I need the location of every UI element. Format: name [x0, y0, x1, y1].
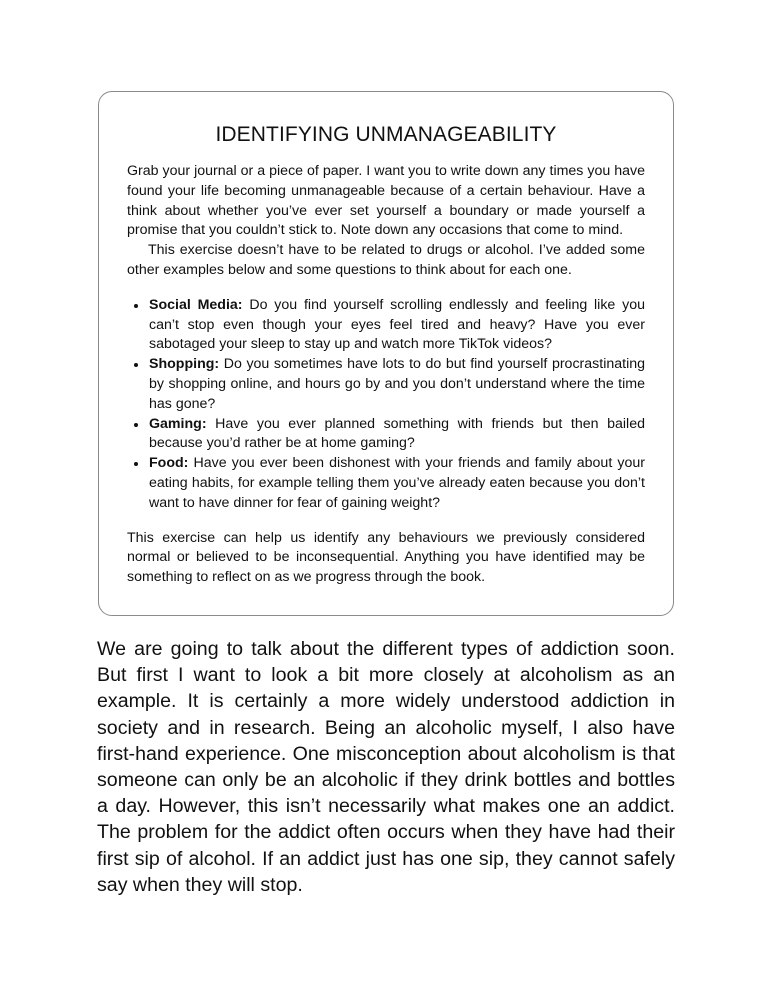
list-item-text: Do you find yourself scrolling endlessly and feeling like you can’t stop even though your eyes feel tired and heavy? Have you ever sabotaged your sleep to stay up and watch more TikTok videos? — [149, 296, 646, 353]
list-item-text: Have you ever been dishonest with your friends and family about your eating habits, for example telling them you’ve already eaten because you don’t want to have dinner for fear of gaining weight? — [149, 455, 645, 511]
list-item-label: Shopping: — [149, 356, 220, 373]
list-item — [148, 296, 645, 355]
exercise-intro-second: This exercise doesn’t have to be related to drugs or alcohol. I’ve added some other examples below and some questions to think about for each one. — [127, 242, 645, 278]
examples-list — [127, 296, 645, 514]
list-item — [148, 454, 645, 513]
list-item-text: Do you sometimes have lots to do but find yourself procrastinating by shopping online, and hours go by and you don’t understand where the time has gone? — [149, 356, 645, 412]
exercise-closing: This exercise can help us identify any behaviours we previously considered normal or believed to be inconsequential. Anything you have identified may be something to reflect on as we progress through the book. — [127, 529, 645, 586]
exercise-box — [98, 91, 674, 616]
exercise-intro: Grab your journal or a piece of paper. I want you to write down any times you have found your life becoming unmanageable because of a certain behaviour. Have a think about whether you’ve ever set yourself a boundary or made yourself a promise that you couldn’t stick to. Note down any occasions that come to mind. — [127, 163, 645, 239]
list-item — [148, 415, 645, 455]
list-item-label: Gaming: — [149, 415, 207, 432]
body-paragraph: We are going to talk about the different types of addiction soon. But first I want to look a bit more closely at alcoholism as an example. It is certainly a more widely understood addiction in society and in research. Being an alcoholic myself, I also have first-hand experience. One misconception about alcoholism is that someone can only be an alcoholic if they drink bottles and bottles a day. However, this isn’t necessarily what makes one an addict. The problem for the addict often occurs when they have had their first sip of alcohol. If an addict just has one sip, they cannot safely say when they will stop. — [97, 638, 675, 896]
list-item-label: Social Media: — [149, 296, 243, 313]
list-item-label: Food: — [149, 455, 189, 472]
list-item — [148, 355, 645, 414]
list-item-text: Have you ever planned something with friends but then bailed because you’d rather be at home gaming? — [149, 415, 645, 452]
exercise-title: IDENTIFYING UNMANAGEABILITY — [215, 123, 557, 146]
